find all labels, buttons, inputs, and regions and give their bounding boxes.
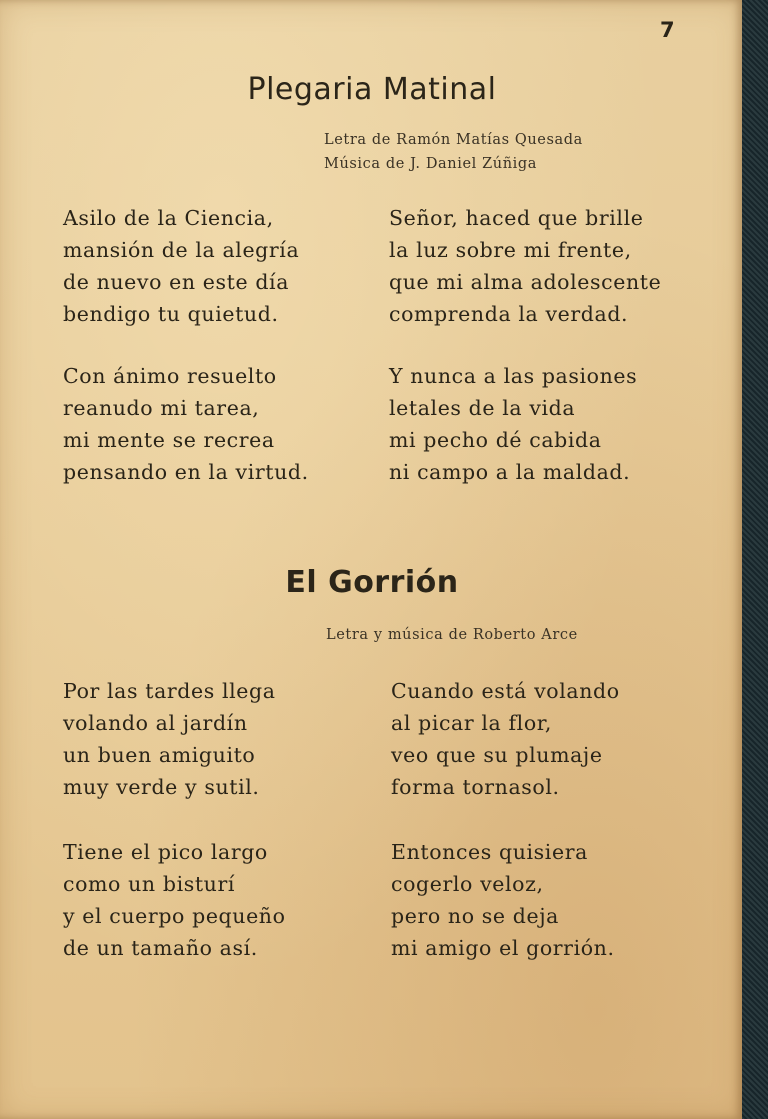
stanza-5 <box>63 675 276 803</box>
lyrics-music-credit: Letra y música de Roberto Arce <box>326 627 578 643</box>
verse-line: Cuando está volando <box>391 679 620 703</box>
page-number: 7 <box>660 18 675 42</box>
verse-line: pensando en la virtud. <box>63 460 309 484</box>
stanza-8 <box>391 836 615 964</box>
verse-line: mi mente se recrea <box>63 428 275 452</box>
verse-line: de un tamaño así. <box>63 936 258 960</box>
lyrics-credit: Letra de Ramón Matías Quesada <box>324 132 583 148</box>
stanza-3 <box>63 360 309 488</box>
verse-line: un buen amiguito <box>63 743 256 767</box>
stanza-2 <box>389 202 661 330</box>
verse-line: letales de la vida <box>389 396 576 420</box>
song-title-plegaria-matinal: Plegaria Matinal <box>247 72 497 107</box>
song-title-el-gorrion: El Gorrión <box>285 565 459 600</box>
verse-line: y el cuerpo pequeño <box>63 904 286 928</box>
verse-line: Tiene el pico largo <box>63 840 268 864</box>
verse-line: Y nunca a las pasiones <box>389 364 638 388</box>
stanza-7 <box>63 836 286 964</box>
verse-line: Entonces quisiera <box>391 840 588 864</box>
verse-line: la luz sobre mi frente, <box>389 238 632 262</box>
stanza-4 <box>389 360 637 488</box>
verse-line: cogerlo veloz, <box>391 872 544 896</box>
verse-line: bendigo tu quietud. <box>63 302 279 326</box>
verse-line: pero no se deja <box>391 904 559 928</box>
verse-line: muy verde y sutil. <box>63 775 260 799</box>
verse-line: de nuevo en este día <box>63 270 290 294</box>
verse-line: mi amigo el gorrión. <box>391 936 615 960</box>
verse-line: volando al jardín <box>63 711 248 735</box>
verse-line: veo que su plumaje <box>391 743 603 767</box>
verse-line: comprenda la verdad. <box>389 302 629 326</box>
verse-line: Con ánimo resuelto <box>63 364 277 388</box>
verse-line: Asilo de la Ciencia, <box>63 206 274 230</box>
verse-line: como un bisturí <box>63 872 236 896</box>
verse-line: ni campo a la maldad. <box>389 460 631 484</box>
music-credit: Música de J. Daniel Zúñiga <box>324 156 538 172</box>
stanza-6 <box>391 675 620 803</box>
verse-line: al picar la flor, <box>391 711 553 735</box>
book-spine <box>742 0 768 1119</box>
verse-line: mansión de la alegría <box>63 238 300 262</box>
verse-line: mi pecho dé cabida <box>389 428 602 452</box>
verse-line: Por las tardes llega <box>63 679 276 703</box>
verse-line: Señor, haced que brille <box>389 206 644 230</box>
verse-line: que mi alma adolescente <box>389 270 662 294</box>
stanza-1 <box>63 202 299 330</box>
verse-line: forma tornasol. <box>391 775 560 799</box>
verse-line: reanudo mi tarea, <box>63 396 260 420</box>
